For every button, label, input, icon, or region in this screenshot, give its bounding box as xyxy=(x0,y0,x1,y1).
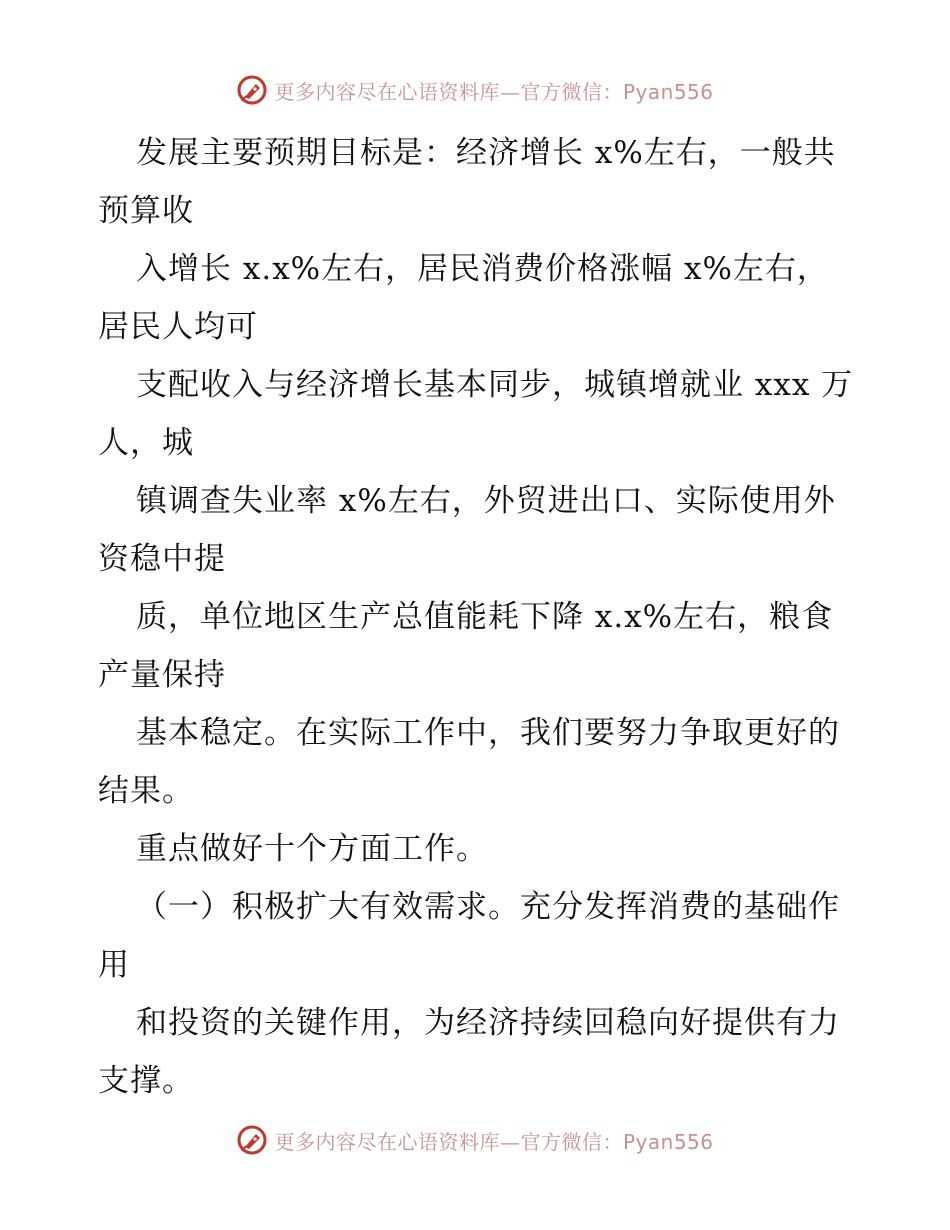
paragraph: 和投资的关键作用，为经济持续回稳向好提供有力支撑。 xyxy=(98,1005,840,1099)
paragraph: 镇调查失业率 x%左右，外贸进出口、实际使用外资稳中提 xyxy=(98,483,836,577)
footer-watermark xyxy=(0,1120,950,1160)
paragraph: 质，单位地区生产总值能耗下降 x.x%左右，粮食产量保持 xyxy=(98,599,834,693)
paragraph: 入增长 x.x%左右，居民消费价格涨幅 x%左右，居民人均可 xyxy=(98,251,829,345)
watermark-text: 更多内容尽在心语资料库—官方微信：Pyan556 xyxy=(274,79,714,104)
paragraph: 基本稳定。在实际工作中，我们要努力争取更好的结果。 xyxy=(98,715,840,809)
pen-nib-circle-icon xyxy=(236,74,268,106)
document-body xyxy=(98,124,858,1110)
watermark-text: 更多内容尽在心语资料库—官方微信：Pyan556 xyxy=(274,1129,714,1154)
paragraph: 发展主要预期目标是：经济增长 x%左右，一般共预算收 xyxy=(98,135,836,229)
paragraph: 重点做好十个方面工作。 xyxy=(136,831,488,867)
paragraph: （一）积极扩大有效需求。充分发挥消费的基础作用 xyxy=(98,889,840,983)
pen-nib-circle-icon xyxy=(236,1124,268,1156)
header-watermark xyxy=(0,70,950,110)
paragraph: 支配收入与经济增长基本同步，城镇增就业 xxx 万人，城 xyxy=(98,367,854,461)
